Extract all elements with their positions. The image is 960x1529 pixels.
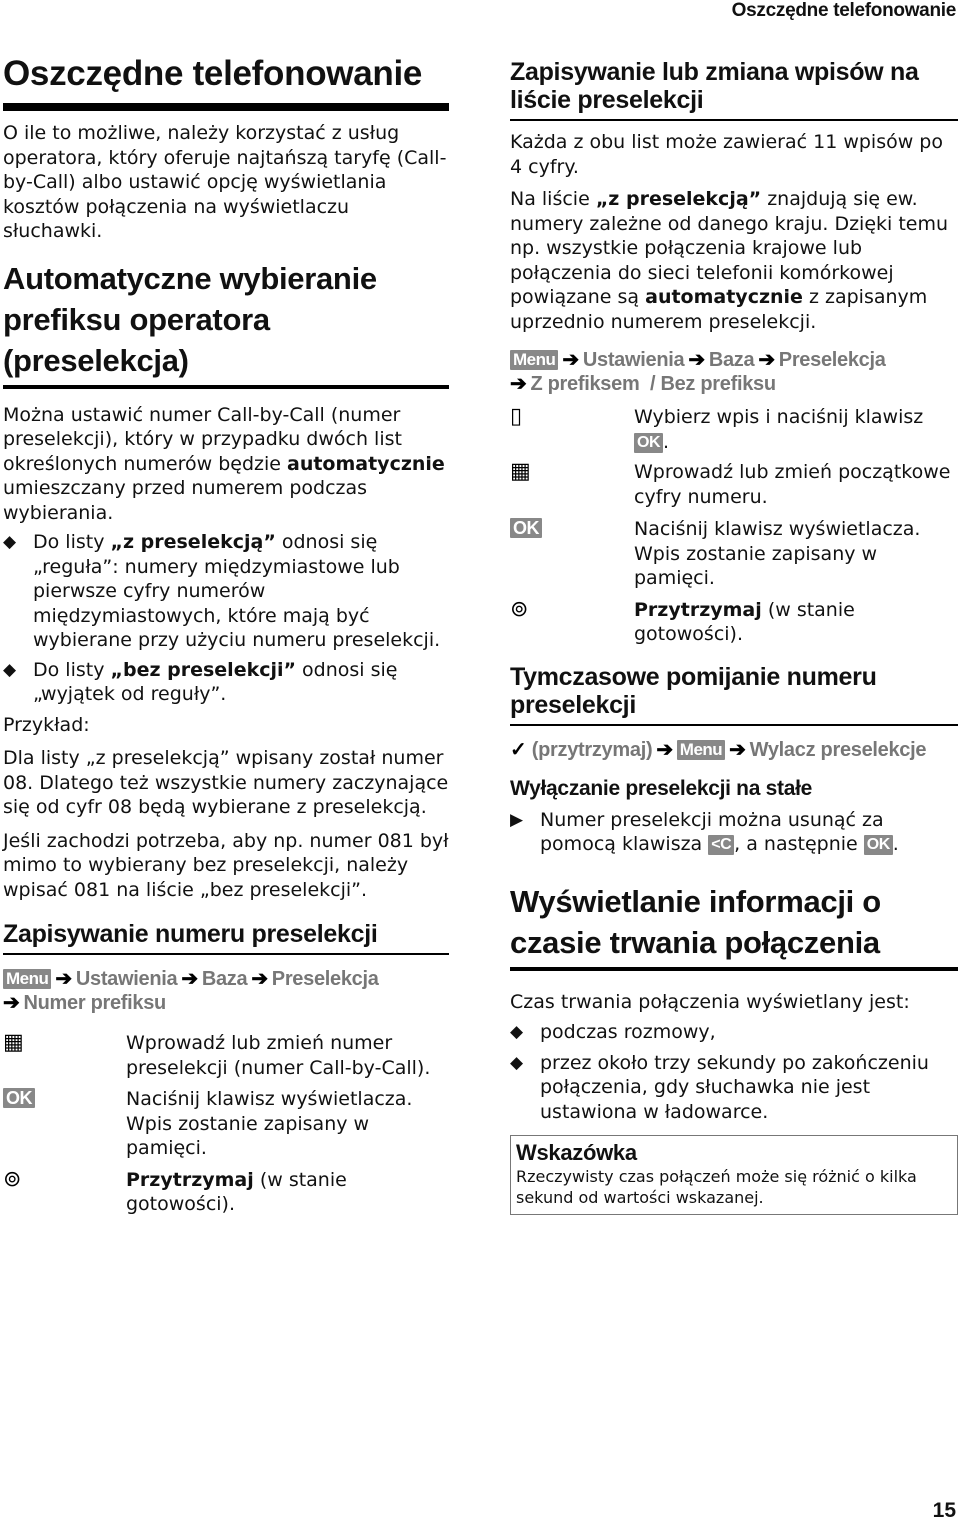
nav-key-icon: ▯ <box>510 404 523 429</box>
keypad-icon: ▦ <box>3 1030 24 1055</box>
arrow-right-icon: ➔ <box>55 968 72 990</box>
step: ▦ Wprowadź lub zmień numer preselekcji (numer Call-by-Call). <box>3 1030 431 1079</box>
end-call-icon: ⊚ <box>3 1166 22 1192</box>
talk-key-icon: ✓ <box>510 738 527 761</box>
ok-key: OK <box>864 835 893 855</box>
subsection-title: Wyłączanie preselekcji na stałe <box>510 776 812 800</box>
arrow-right-icon: ➔ <box>758 349 775 371</box>
example-paragraph: Jeśli zachodzi potrzeba, aby np. numer 081 był mimo to wybierany bez preselekcji, należy wpisać 081 na liście „bez preselekcji”. <box>3 829 449 901</box>
section-title-save-preselection: Zapisywanie numeru preselekcji <box>3 920 449 955</box>
step: ▯ Wybierz wpis i naciśnij klawisz OK . <box>510 404 924 453</box>
diamond-bullet-icon: ◆ <box>510 1052 524 1073</box>
list-item: ◆ podczas rozmowy, <box>510 1021 716 1043</box>
arrow-right-icon: ➔ <box>729 738 746 761</box>
paragraph: Czas trwania połączenia wyświetlany jest: <box>510 990 910 1013</box>
arrow-right-icon: ➔ <box>510 373 527 395</box>
step: ⊚ Przytrzymaj (w stanie gotowości). <box>3 1166 347 1215</box>
arrow-right-icon: ➔ <box>562 349 579 371</box>
arrow-right-icon: ➔ <box>688 349 705 371</box>
arrow-right-icon: ➔ <box>251 968 268 990</box>
arrow-right-icon: ➔ <box>3 992 20 1014</box>
list-item: ◆ Do listy „z preselekcją” odnosi się „reguła”: numery międzymiastowe lub pierwsze cyfry numerów międzymiastowych, które mają być wybierane przy użyciu numeru preselekcji. <box>3 531 441 651</box>
arrow-right-icon: ➔ <box>181 968 198 990</box>
clear-key: <C <box>708 835 734 855</box>
list-item: ◆ przez około trzy sekundy po zakończeniu połączenia, gdy słuchawka nie jest ustawiona w ładowarce. <box>510 1051 929 1123</box>
ok-key: OK <box>510 518 542 538</box>
note-text: Rzeczywisty czas połączeń może się różnić o kilka sekund od wartości wskazanej. <box>516 1167 917 1207</box>
page-number: 15 <box>932 1499 956 1522</box>
diamond-bullet-icon: ◆ <box>3 659 17 680</box>
section-title-call-duration: Wyświetlanie informacji o czasie trwania połączenia <box>510 881 958 971</box>
right-column <box>510 0 958 1215</box>
example-paragraph: Dla listy „z preselekcją” wpisany został numer 08. Dlatego też wszystkie numery zaczynające się od cyfr 08 będą wybierane z preselekcją. <box>3 747 449 818</box>
step: ▦ Wprowadź lub zmień początkowe cyfry numeru. <box>510 459 951 508</box>
diamond-bullet-icon: ◆ <box>510 1022 524 1042</box>
page-title: Oszczędne telefonowanie <box>3 53 449 111</box>
left-column <box>3 0 449 1217</box>
step: OK Naciśnij klawisz wyświetlacza. Wpis zostanie zapisany w pamięci. <box>3 1087 449 1161</box>
intro-paragraph: O ile to możliwe, należy korzystać z usług operatora, który oferuje najtańszą taryfę (Call-by-Call) albo ustawić opcję wyświetlania kosztów połączenia na wyświetlaczu słuchawki. <box>3 122 447 242</box>
list-item: ▶ Numer preselekcji można usunąć za pomocą klawisza <C , a następnie OK . <box>510 808 899 855</box>
preselection-paragraph: Można ustawić numer Call-by-Call (numer preselekcji), który w przypadku dwóch list określonych numerów będzie automatycznie umieszczany przed numerem podczas wybierania. <box>3 403 445 524</box>
menu-path: Menu ➔ Ustawienia ➔ Baza ➔ Preselekcja ➔ Z prefiksem / Bez prefiksu <box>510 349 886 395</box>
note-box <box>510 1135 958 1215</box>
ok-key: OK <box>3 1088 35 1108</box>
paragraph: Na liście „z preselekcją” znajdują się ew. numery zależne od danego kraju. Dzięki temu np. wszystkie połączenia krajowe lub połączenia do sieci telefonii komórkowej powiązane są automatycznie z zapisanym uprzednio numerem preselekcji. <box>510 188 949 333</box>
example-label: Przykład: <box>3 713 90 736</box>
end-call-icon: ⊚ <box>510 596 529 622</box>
menu-key: Menu <box>3 969 51 989</box>
menu-key: Menu <box>510 350 558 370</box>
step: OK Naciśnij klawisz wyświetlacza. Wpis zostanie zapisany w pamięci. <box>510 517 958 591</box>
section-title-edit-lists: Zapisywanie lub zmiana wpisów na liście preselekcji <box>510 58 958 121</box>
menu-path: Menu ➔ Ustawienia ➔ Baza ➔ Preselekcja ➔ Numer prefiksu <box>3 968 379 1014</box>
arrow-right-icon: ➔ <box>656 738 673 761</box>
running-title: Oszczędne telefonowanie <box>731 0 956 21</box>
step: ⊚ Przytrzymaj (w stanie gotowości). <box>510 596 855 645</box>
ok-key: OK <box>634 433 663 453</box>
diamond-bullet-icon: ◆ <box>3 532 17 552</box>
triangle-bullet-icon: ▶ <box>510 809 524 830</box>
menu-path: ✓ (przytrzymaj) ➔ Menu ➔ Wylacz preselekcje <box>510 738 927 761</box>
section-title-preselection: Automatyczne wybieranie prefiksu operatora (preselekcja) <box>3 258 449 389</box>
list-item: ◆ Do listy „bez preselekcji” odnosi się „wyjątek od reguły”. <box>3 658 398 705</box>
paragraph: Każda z obu list może zawierać 11 wpisów po 4 cyfry. <box>510 131 943 178</box>
section-title-skip-preselection: Tymczasowe pomijanie numeru preselekcji <box>510 663 958 726</box>
keypad-icon: ▦ <box>510 459 531 484</box>
menu-key: Menu <box>677 740 725 760</box>
note-title: Wskazówka <box>516 1140 637 1165</box>
